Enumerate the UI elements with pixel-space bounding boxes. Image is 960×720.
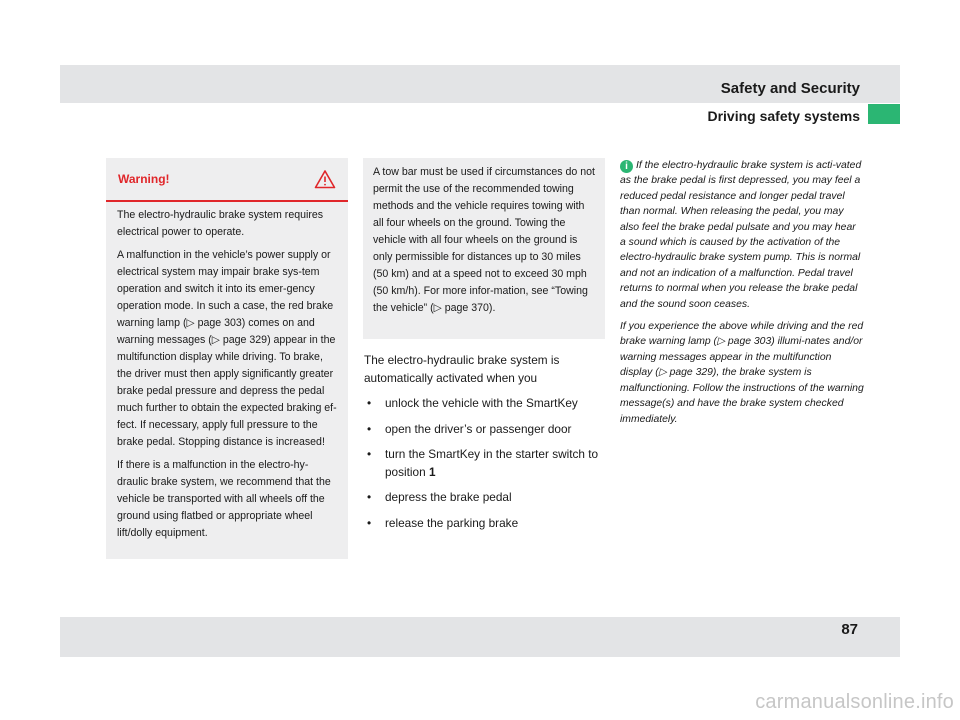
list-item-text: release the parking brake xyxy=(385,515,519,530)
tow-note-text: A tow bar must be used if circumstances do not permit the use of the recommended towing methods and the vehicle requires towing with all four wheels on the ground. Towing the vehicle with all four wheels on the ground is only permissible for distances up to 30 miles (50 km) and at a speed not to exceed 30 mph (50 km/h). For more infor-mation, see “Towing the vehicle” (▷ page 370). xyxy=(373,166,595,314)
list-item xyxy=(364,489,609,507)
tow-note-box xyxy=(363,158,605,339)
warning-triangle-icon xyxy=(314,169,336,189)
subsection-title: Driving safety systems xyxy=(707,108,860,124)
info-icon: i xyxy=(620,160,633,173)
page-number: 87 xyxy=(841,621,858,638)
activation-list xyxy=(364,395,609,532)
watermark: carmanualsonline.info xyxy=(755,691,954,713)
info-text: If the electro-hydraulic brake system is acti-vated as the brake pedal is first depressed, you may feel a reduced pedal resistance and longer pedal travel than normal. When releasing the pedal, you may also feel the brake pedal pulsate and you may hear a sound which is caused by the activation of the electro-hydraulic brake system pump. This is normal and not an indication of a malfunction. Pedal travel returns to normal when you release the brake pedal and the sound soon ceases. xyxy=(620,160,862,310)
warning-header xyxy=(106,158,348,202)
section-title: Safety and Security xyxy=(720,80,860,97)
list-item-text: open the driver’s or passenger door xyxy=(385,421,572,436)
info-note xyxy=(620,158,864,434)
warning-box xyxy=(106,158,348,559)
main-text xyxy=(364,352,609,540)
info-paragraph: If you experience the above while driving and the red brake warning lamp (▷ page 303) illumi-nates and/or warning messages appear in the multifunction display (▷ page 329), the brake system is malfunctioning. Follow the instructions of the warning message(s) and have the brake system checked immediately. xyxy=(620,321,864,425)
list-item xyxy=(364,515,609,533)
section-marker xyxy=(868,104,900,124)
intro-text: The electro-hydraulic brake system is automatically activated when you xyxy=(364,353,560,385)
list-item xyxy=(364,446,609,481)
warning-title: Warning! xyxy=(118,172,170,186)
footer-band xyxy=(60,617,900,657)
warning-body xyxy=(106,202,348,542)
info-paragraph xyxy=(620,158,864,312)
list-item-text: unlock the vehicle with the SmartKey xyxy=(385,396,578,410)
list-item-text: turn the SmartKey in the starter switch to position xyxy=(385,447,599,479)
position-value: 1 xyxy=(428,464,436,479)
warning-paragraph: The electro-hydraulic brake system requires electrical power to operate. xyxy=(117,209,324,238)
list-item xyxy=(364,395,609,413)
list-item-text: depress the brake pedal xyxy=(385,490,512,504)
list-item xyxy=(364,421,609,439)
warning-paragraph: If there is a malfunction in the electro-hy-draulic brake system, we recommend that the vehicle be transported with all wheels off the ground using flatbed or appropriate wheel lift/dolly equipment. xyxy=(117,459,331,539)
warning-paragraph: A malfunction in the vehicle’s power supply or electrical system may impair brake sys-tem operation and switch it into its emer-gency operation mode. In such a case, the red brake warning lamp (▷ page 303) comes on and warning messages (▷ page 329) appear in the multifunction display while driving. To brake, the driver must then apply significantly greater brake pedal pressure and depress the pedal much further to obtain the expected braking ef-fect. If necessary, apply full pressure to the brake pedal. Stopping distance is increased! xyxy=(117,249,337,448)
